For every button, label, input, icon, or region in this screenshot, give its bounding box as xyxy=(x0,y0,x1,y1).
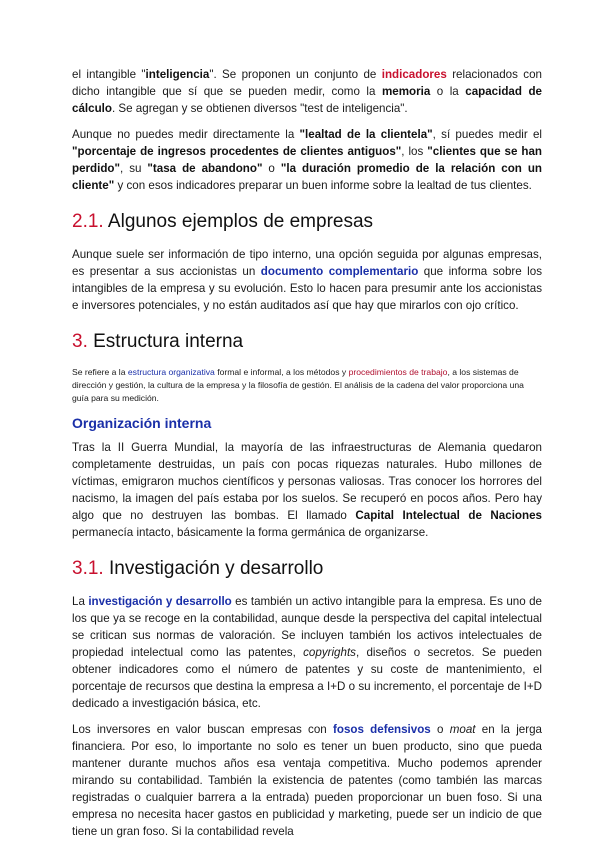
paragraph-estructura-definicion: Se refiere a la estructura organizativa formal e informal, a los métodos y procedimientos de trabajo, a los sistemas de dirección y gestión, la cultura de la empresa y la filosofía de gestión. El análisis de la cadena del valor proporciona una guía para su medición. xyxy=(72,367,524,403)
paragraph-fosos-defensivos: Los inversores en valor buscan empresas con fosos defensivos o moat en la jerga financiera. Por eso, lo importante no solo es tener un buen producto, sino que pueda mantener durante muchos años esa ventaja competitiva. Mucho podemos aprender mirando su contabilidad. También la existencia de patentes (como también las marcas registradas o cualquier barrera a la entrada) pueden proporcionar un buen foso. Si una empresa no necesita hacer gastos en publicidad y marketing, puede ser un indicio de que tiene un gran foso. Si la contabilidad revela xyxy=(72,723,542,838)
link-investigacion-desarrollo[interactable]: investigación y desarrollo xyxy=(88,595,232,608)
link-fosos-defensivos[interactable]: fosos defensivos xyxy=(333,723,431,736)
heading-ejemplos-empresas: 2.1. Algunos ejemplos de empresas xyxy=(72,211,374,232)
link-indicadores[interactable]: indicadores xyxy=(381,68,447,81)
paragraph-id: La investigación y desarrollo es también un activo intangible para la empresa. Es uno de los que ya se recoge en la contabilidad, aunque desde la perspectiva del capital intelectual se critican sus normas de valoración. Se incluyen también los activos intelectuales de propiedad intelectual como las patentes, copyrights, diseños o secretos. Se pueden obtener indicadores como el número de patentes y su coste de mantenimiento, el porcentaje de recursos que destina la empresa a I+D o su incremento, el porcentaje de I+D dedicado a investigación básica, etc. xyxy=(72,595,542,710)
paragraph-inteligencia: el intangible "inteligencia". Se proponen un conjunto de indicadores relacionados con dicho intangible que sí que se pueden medir, como la memoria o la capacidad de cálculo. Se agregan y se obtienen diversos "test de inteligencia". xyxy=(72,68,542,115)
link-estructura-organizativa[interactable]: estructura organizativa xyxy=(127,367,215,377)
paragraph-documento-complementario: Aunque suele ser información de tipo interno, una opción seguida por algunas empresas, es presentar a sus accionistas un documento complementario que informa sobre los intangibles de la empresa y su evolución. Esto lo hacen para presumir ante los accionistas e inversores potenciales, y no están auditados así que hay que mirarlos con ojo crítico. xyxy=(72,248,542,312)
paragraph-lealtad: Aunque no puedes medir directamente la "lealtad de la clientela", sí puedes medir el "porcentaje de ingresos procedentes de clientes antiguos", los "clientes que se han perdido", su "tasa de abandono" o "la duración promedio de la relación con un cliente" y con esos indicadores preparar un buen informe sobre la lealtad de tus clientes. xyxy=(72,128,543,192)
paragraph-alemania: Tras la II Guerra Mundial, la mayoría de las infraestructuras de Alemania quedaron completamente destruidas, un país con pocas riquezas naturales. Hubo millones de víctimas, emigraron muchos científicos y personas valiosas. Tras conocer los horrores del nacismo, la imagen del país estaba por los suelos. Se recuperó en pocos años. Pero hay algo que no destruyen las bombas. El llamado Capital Intelectual de Naciones permanecía intacto, básicamente la forma germánica de organizarse. xyxy=(72,441,542,539)
heading-organizacion-interna: Organización interna xyxy=(72,415,212,431)
heading-estructura-interna: 3. Estructura interna xyxy=(72,331,244,352)
bold-inteligencia: inteligencia xyxy=(145,68,210,81)
link-documento-complementario[interactable]: documento complementario xyxy=(260,265,419,278)
link-procedimientos-trabajo[interactable]: procedimientos de trabajo xyxy=(348,367,448,377)
heading-investigacion-desarrollo: 3.1. Investigación y desarrollo xyxy=(72,558,324,579)
